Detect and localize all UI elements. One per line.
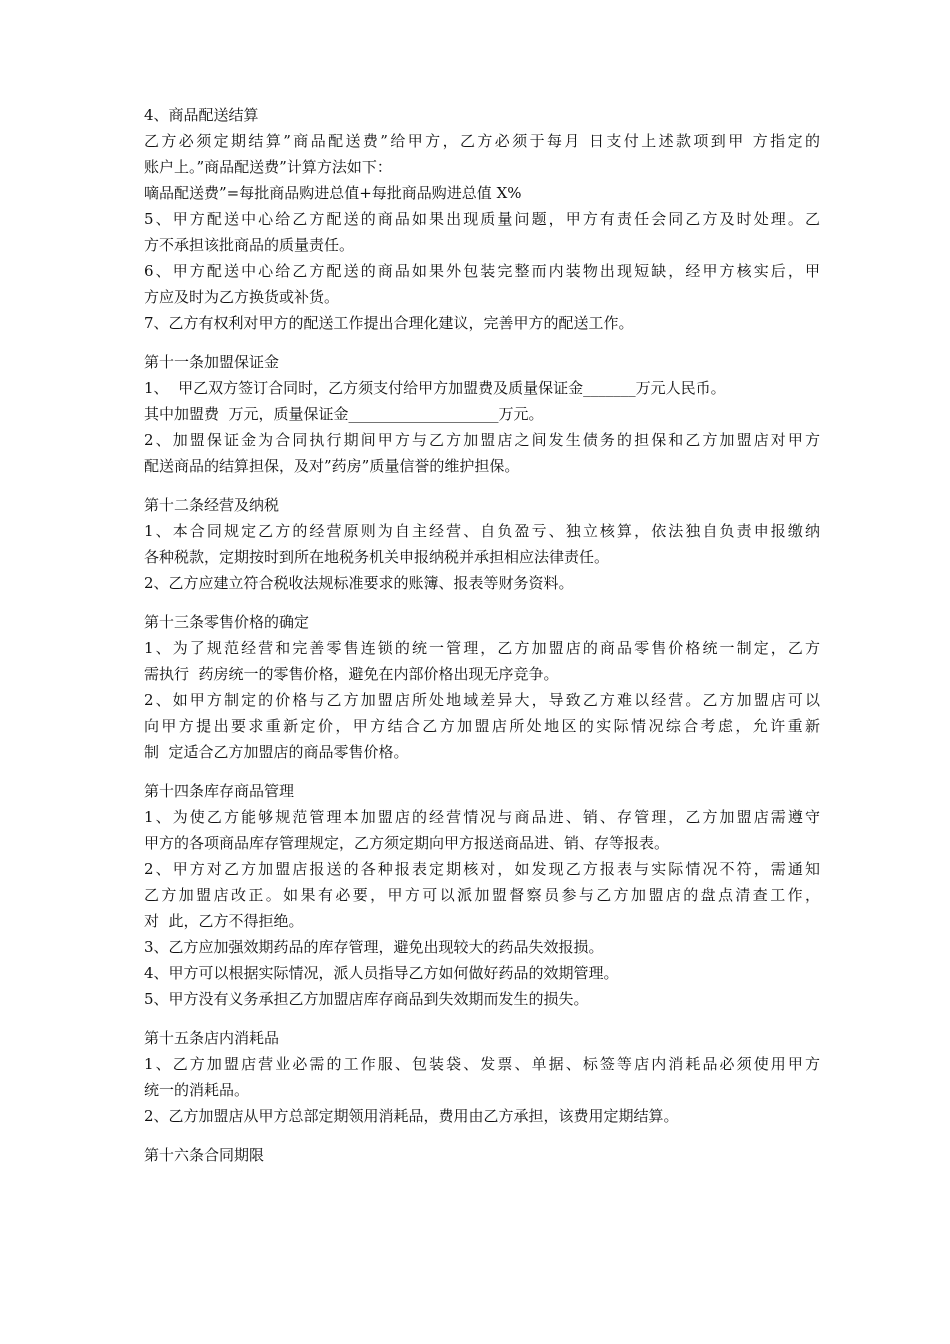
text-line: 2、乙方加盟店从甲方总部定期领用消耗品，费用由乙方承担，该费用定期结算。 [144, 1107, 679, 1125]
document-section [144, 1025, 820, 1129]
text-line: 乙方必须定期结算”商品配送费”给甲方，乙方必须于每月 日支付上述款项到甲 方指定的 [144, 132, 820, 150]
text-line: 甲方的各项商品库存管理规定，乙方须定期向甲方报送商品进、销、存等报表。 [144, 834, 670, 852]
text-line: 1、为使乙方能够规范管理本加盟店的经营情况与商品进、销、存管理，乙方加盟店需遵守 [144, 808, 820, 826]
section-gap [144, 336, 820, 349]
text-line: 账户上。”商品配送费”计算方法如下： [144, 158, 392, 176]
text-line: 1、本合同规定乙方的经营原则为自主经营、自负盈亏、独立核算，依法独自负责申报缴纳 [144, 522, 820, 540]
text-line: 5、甲方没有义务承担乙方加盟店库存商品到失效期而发生的损失。 [144, 990, 589, 1008]
text-line: 3、乙方应加强效期药品的库存管理，避免出现较大的药品失效报损。 [144, 938, 604, 956]
section-heading: 第十一条加盟保证金 [144, 353, 280, 371]
section-gap [144, 596, 820, 609]
text-line: 5、甲方配送中心给乙方配送的商品如果出现质量问题，甲方有责任会同乙方及时处理。乙 [144, 210, 820, 228]
text-line: 1、为了规范经营和完善零售连锁的统一管理，乙方加盟店的商品零售价格统一制定，乙方 [144, 639, 820, 657]
section-gap [144, 1129, 820, 1142]
section-heading: 第十四条库存商品管理 [144, 782, 295, 800]
section-heading: 第十六条合同期限 [144, 1146, 265, 1164]
text-line: 各种税款，定期按时到所在地税务机关申报纳税并承担相应法律责任。 [144, 548, 610, 566]
document-section [144, 609, 820, 765]
text-line: 4、甲方可以根据实际情况，派人员指导乙方如何做好药品的效期管理。 [144, 964, 619, 982]
document-page [144, 102, 820, 1168]
text-line: 嘀品配送费”=每批商品购进总值+每批商品购进总值 X% [144, 184, 522, 202]
document-section [144, 778, 820, 1012]
section-gap [144, 1012, 820, 1025]
section-heading: 第十三条零售价格的确定 [144, 613, 310, 631]
text-line: 配送商品的结算担保，及对”药房”质量信誉的维护担保。 [144, 457, 520, 475]
section-heading: 第十五条店内消耗品 [144, 1029, 280, 1047]
document-section [144, 1142, 820, 1168]
section-heading: 第十二条经营及纳税 [144, 496, 280, 514]
text-line: 对 此，乙方不得拒绝。 [144, 912, 304, 930]
text-line: 2、乙方应建立符合税收法规标准要求的账簿、报表等财务资料。 [144, 574, 574, 592]
text-line: 6、甲方配送中心给乙方配送的商品如果外包装完整而内装物出现短缺，经甲方核实后，甲 [144, 262, 820, 280]
text-line: 统一的消耗品。 [144, 1081, 250, 1099]
document-section [144, 492, 820, 596]
text-line: 7、乙方有权利对甲方的配送工作提出合理化建议，完善甲方的配送工作。 [144, 314, 634, 332]
section-gap [144, 765, 820, 778]
text-line: 方应及时为乙方换货或补货。 [144, 288, 340, 306]
text-line: 需执行 药房统一的零售价格，避免在内部价格出现无序竞争。 [144, 665, 559, 683]
section-gap [144, 479, 820, 492]
text-line: 1、 甲乙双方签订合同时，乙方须支付给甲方加盟费及质量保证金_______万元人民币。 [144, 379, 726, 397]
text-line: 其中加盟费 万元，质量保证金____________________万元。 [144, 405, 544, 423]
text-line: 制 定适合乙方加盟店的商品零售价格。 [144, 743, 409, 761]
text-line: 2、甲方对乙方加盟店报送的各种报表定期核对，如发现乙方报表与实际情况不符，需通知 [144, 860, 820, 878]
text-line: 2、加盟保证金为合同执行期间甲方与乙方加盟店之间发生债务的担保和乙方加盟店对甲方 [144, 431, 820, 449]
text-line: 1、乙方加盟店营业必需的工作服、包装袋、发票、单据、标签等店内消耗品必须使用甲方 [144, 1055, 820, 1073]
document-section [144, 102, 820, 336]
text-line: 2、如甲方制定的价格与乙方加盟店所处地域差异大，导致乙方难以经营。乙方加盟店可以 [144, 691, 820, 709]
text-line: 方不承担该批商品的质量责任。 [144, 236, 355, 254]
text-line: 向甲方提出要求重新定价，甲方结合乙方加盟店所处地区的实际情况综合考虑，允许重新 [144, 717, 820, 735]
document-section [144, 349, 820, 479]
text-line: 乙方加盟店改正。如果有必要，甲方可以派加盟督察员参与乙方加盟店的盘点清查工作， [144, 886, 820, 904]
text-line: 4、商品配送结算 [144, 106, 259, 124]
